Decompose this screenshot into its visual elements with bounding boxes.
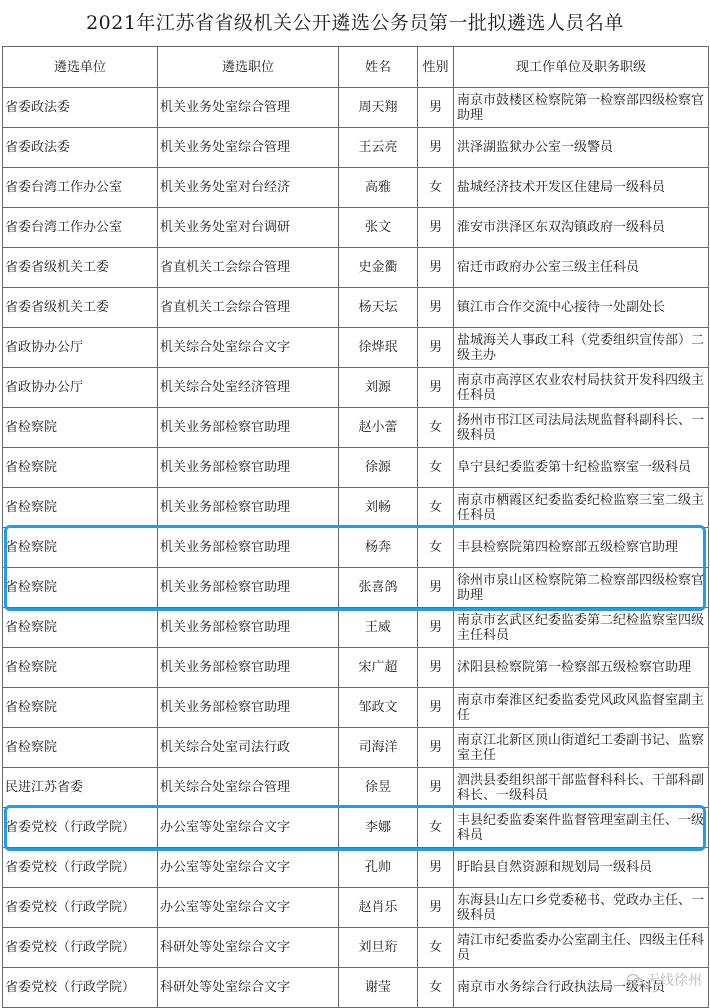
cell-gender: 女 bbox=[418, 168, 454, 208]
cell-gender: 男 bbox=[418, 208, 454, 248]
cell-post: 机关综合处室司法行政 bbox=[158, 728, 339, 768]
cell-gender: 男 bbox=[418, 768, 454, 808]
cell-job: 丰县纪委监委案件监督管理室副主任、一级科员 bbox=[454, 808, 709, 848]
cell-name: 刘旦珩 bbox=[339, 928, 418, 968]
cell-name: 张喜鸽 bbox=[339, 568, 418, 608]
cell-name: 刘源 bbox=[339, 368, 418, 408]
cell-post: 机关综合处室经济管理 bbox=[158, 368, 339, 408]
cell-post: 机关业务部检察官助理 bbox=[158, 608, 339, 648]
cell-job: 扬州市邗江区司法局法规监督科副科长、一级科员 bbox=[454, 408, 709, 448]
table-row bbox=[3, 528, 709, 568]
cell-job: 徐州市泉山区检察院第二检察部四级检察官助理 bbox=[454, 568, 709, 608]
cell-job: 阜宁县纪委监委第十纪检监察室一级科员 bbox=[454, 448, 709, 488]
cell-job: 淮安市洪泽区东双沟镇政府一级科员 bbox=[454, 208, 709, 248]
cell-gender: 女 bbox=[418, 408, 454, 448]
cell-gender: 男 bbox=[418, 288, 454, 328]
cell-job: 宿迁市政府办公室三级主任科员 bbox=[454, 248, 709, 288]
cell-post: 机关业务部检察官助理 bbox=[158, 448, 339, 488]
cell-job: 泗洪县委组织部干部监督科科长、干部科副科长、一级科员 bbox=[454, 768, 709, 808]
cell-job: 南京市水务综合行政执法局一级科员 bbox=[454, 968, 709, 1008]
cell-unit: 省委党校（行政学院） bbox=[3, 888, 158, 928]
cell-name: 邹政文 bbox=[339, 688, 418, 728]
cell-post: 机关综合处室综合管理 bbox=[158, 768, 339, 808]
cell-name: 王云亮 bbox=[339, 128, 418, 168]
cell-gender: 男 bbox=[418, 648, 454, 688]
cell-name: 王威 bbox=[339, 608, 418, 648]
cell-unit: 省检察院 bbox=[3, 528, 158, 568]
cell-job: 南京市栖霞区纪委监委纪检监察三室二级主任科员 bbox=[454, 488, 709, 528]
cell-post: 机关业务处室对台经济 bbox=[158, 168, 339, 208]
table-row bbox=[3, 848, 709, 888]
cell-gender: 男 bbox=[418, 608, 454, 648]
cell-name: 徐烨珉 bbox=[339, 328, 418, 368]
cell-post: 科研处等处室综合文字 bbox=[158, 928, 339, 968]
cell-gender: 男 bbox=[418, 328, 454, 368]
cell-post: 机关业务部检察官助理 bbox=[158, 408, 339, 448]
cell-unit: 省检察院 bbox=[3, 688, 158, 728]
table-row bbox=[3, 648, 709, 688]
cell-job: 南京市玄武区纪委监委第二纪检监察室四级主任科员 bbox=[454, 608, 709, 648]
cell-unit: 省检察院 bbox=[3, 488, 158, 528]
table-header-row bbox=[3, 47, 709, 88]
header-gender: 性别 bbox=[418, 47, 454, 88]
cell-unit: 省检察院 bbox=[3, 648, 158, 688]
cell-gender: 男 bbox=[418, 128, 454, 168]
cell-post: 机关业务处室对台调研 bbox=[158, 208, 339, 248]
cell-job: 南京市秦淮区纪委监委党风政风监督室副主任 bbox=[454, 688, 709, 728]
cell-job: 盐城经济技术开发区住建局一级科员 bbox=[454, 168, 709, 208]
cell-post: 机关业务部检察官助理 bbox=[158, 488, 339, 528]
cell-unit: 省政协办公厅 bbox=[3, 328, 158, 368]
cell-post: 机关业务部检察官助理 bbox=[158, 568, 339, 608]
chat-bubble-icon bbox=[627, 974, 643, 987]
table-row bbox=[3, 328, 709, 368]
cell-post: 科研处等处室综合文字 bbox=[158, 968, 339, 1008]
cell-gender: 女 bbox=[418, 488, 454, 528]
cell-name: 杨天坛 bbox=[339, 288, 418, 328]
table-row bbox=[3, 368, 709, 408]
cell-unit: 省检察院 bbox=[3, 448, 158, 488]
cell-gender: 男 bbox=[418, 88, 454, 128]
cell-name: 周天翔 bbox=[339, 88, 418, 128]
cell-job: 盱眙县自然资源和规划局一级科员 bbox=[454, 848, 709, 888]
table-row bbox=[3, 408, 709, 448]
cell-name: 赵肖乐 bbox=[339, 888, 418, 928]
candidates-table bbox=[2, 46, 709, 1008]
cell-unit: 省检察院 bbox=[3, 568, 158, 608]
table-row bbox=[3, 608, 709, 648]
cell-name: 张文 bbox=[339, 208, 418, 248]
table-row bbox=[3, 488, 709, 528]
cell-unit: 省政协办公厅 bbox=[3, 368, 158, 408]
cell-job: 东海县山左口乡党委秘书、党政办主任、一级科员 bbox=[454, 888, 709, 928]
cell-gender: 男 bbox=[418, 888, 454, 928]
cell-gender: 男 bbox=[418, 728, 454, 768]
cell-name: 徐昱 bbox=[339, 768, 418, 808]
cell-job: 洪泽湖监狱办公室一级警员 bbox=[454, 128, 709, 168]
cell-unit: 省检察院 bbox=[3, 608, 158, 648]
cell-job: 盐城海关人事政工科（党委组织宣传部）二级主办 bbox=[454, 328, 709, 368]
cell-post: 省直机关工会综合管理 bbox=[158, 288, 339, 328]
cell-gender: 男 bbox=[418, 848, 454, 888]
cell-unit: 省委台湾工作办公室 bbox=[3, 168, 158, 208]
cell-name: 李娜 bbox=[339, 808, 418, 848]
table-row bbox=[3, 248, 709, 288]
cell-post: 办公室等处室综合文字 bbox=[158, 848, 339, 888]
cell-name: 史金衢 bbox=[339, 248, 418, 288]
cell-unit: 省委政法委 bbox=[3, 128, 158, 168]
cell-name: 司海洋 bbox=[339, 728, 418, 768]
header-name: 姓名 bbox=[339, 47, 418, 88]
cell-gender: 女 bbox=[418, 528, 454, 568]
cell-unit: 省委党校（行政学院） bbox=[3, 808, 158, 848]
table-row bbox=[3, 968, 709, 1008]
cell-unit: 省委党校（行政学院） bbox=[3, 848, 158, 888]
cell-post: 机关业务部检察官助理 bbox=[158, 648, 339, 688]
table-row bbox=[3, 168, 709, 208]
table-row bbox=[3, 288, 709, 328]
cell-name: 高雅 bbox=[339, 168, 418, 208]
cell-name: 孔帅 bbox=[339, 848, 418, 888]
cell-post: 办公室等处室综合文字 bbox=[158, 888, 339, 928]
cell-gender: 女 bbox=[418, 808, 454, 848]
table-row bbox=[3, 88, 709, 128]
cell-gender: 女 bbox=[418, 968, 454, 1008]
cell-post: 机关业务处室综合管理 bbox=[158, 88, 339, 128]
cell-name: 谢莹 bbox=[339, 968, 418, 1008]
cell-unit: 省委政法委 bbox=[3, 88, 158, 128]
cell-name: 徐源 bbox=[339, 448, 418, 488]
cell-gender: 男 bbox=[418, 368, 454, 408]
table-row bbox=[3, 688, 709, 728]
cell-gender: 男 bbox=[418, 688, 454, 728]
cell-unit: 省委党校（行政学院） bbox=[3, 968, 158, 1008]
cell-job: 丰县检察院第四检察部五级检察官助理 bbox=[454, 528, 709, 568]
cell-gender: 男 bbox=[418, 568, 454, 608]
cell-unit: 省委省级机关工委 bbox=[3, 288, 158, 328]
cell-name: 宋广超 bbox=[339, 648, 418, 688]
table-row bbox=[3, 728, 709, 768]
header-unit: 遴选单位 bbox=[3, 47, 158, 88]
cell-job: 南京市鼓楼区检察院第一检察部四级检察官助理 bbox=[454, 88, 709, 128]
table-row bbox=[3, 928, 709, 968]
cell-job: 南京市高淳区农业农村局扶贫开发科四级主任科员 bbox=[454, 368, 709, 408]
cell-job: 沭阳县检察院第一检察部五级检察官助理 bbox=[454, 648, 709, 688]
cell-gender: 女 bbox=[418, 928, 454, 968]
table-row bbox=[3, 128, 709, 168]
table-row bbox=[3, 448, 709, 488]
cell-unit: 省检察院 bbox=[3, 408, 158, 448]
cell-gender: 男 bbox=[418, 248, 454, 288]
cell-unit: 省检察院 bbox=[3, 728, 158, 768]
watermark-text: 无线徐州 bbox=[646, 973, 702, 989]
cell-job: 南京江北新区顶山街道纪工委副书记、监察室主任 bbox=[454, 728, 709, 768]
cell-unit: 民进江苏省委 bbox=[3, 768, 158, 808]
watermark bbox=[627, 970, 702, 990]
table-row bbox=[3, 208, 709, 248]
cell-job: 镇江市合作交流中心接待一处副处长 bbox=[454, 288, 709, 328]
cell-post: 机关业务处室综合管理 bbox=[158, 128, 339, 168]
cell-unit: 省委党校（行政学院） bbox=[3, 928, 158, 968]
cell-name: 赵小蕾 bbox=[339, 408, 418, 448]
cell-post: 省直机关工会综合管理 bbox=[158, 248, 339, 288]
cell-name: 刘畅 bbox=[339, 488, 418, 528]
table-row bbox=[3, 808, 709, 848]
cell-gender: 女 bbox=[418, 448, 454, 488]
table-row bbox=[3, 768, 709, 808]
header-job: 现工作单位及职务职级 bbox=[454, 47, 709, 88]
cell-post: 机关业务部检察官助理 bbox=[158, 688, 339, 728]
cell-post: 办公室等处室综合文字 bbox=[158, 808, 339, 848]
header-post: 遴选职位 bbox=[158, 47, 339, 88]
cell-post: 机关综合处室综合文字 bbox=[158, 328, 339, 368]
table-row bbox=[3, 568, 709, 608]
table-row bbox=[3, 888, 709, 928]
cell-name: 杨奔 bbox=[339, 528, 418, 568]
page-title: 2021年江苏省省级机关公开遴选公务员第一批拟遴选人员名单 bbox=[86, 12, 624, 34]
cell-post: 机关业务部检察官助理 bbox=[158, 528, 339, 568]
cell-unit: 省委省级机关工委 bbox=[3, 248, 158, 288]
cell-job: 靖江市纪委监委办公室副主任、四级主任科员 bbox=[454, 928, 709, 968]
cell-unit: 省委台湾工作办公室 bbox=[3, 208, 158, 248]
